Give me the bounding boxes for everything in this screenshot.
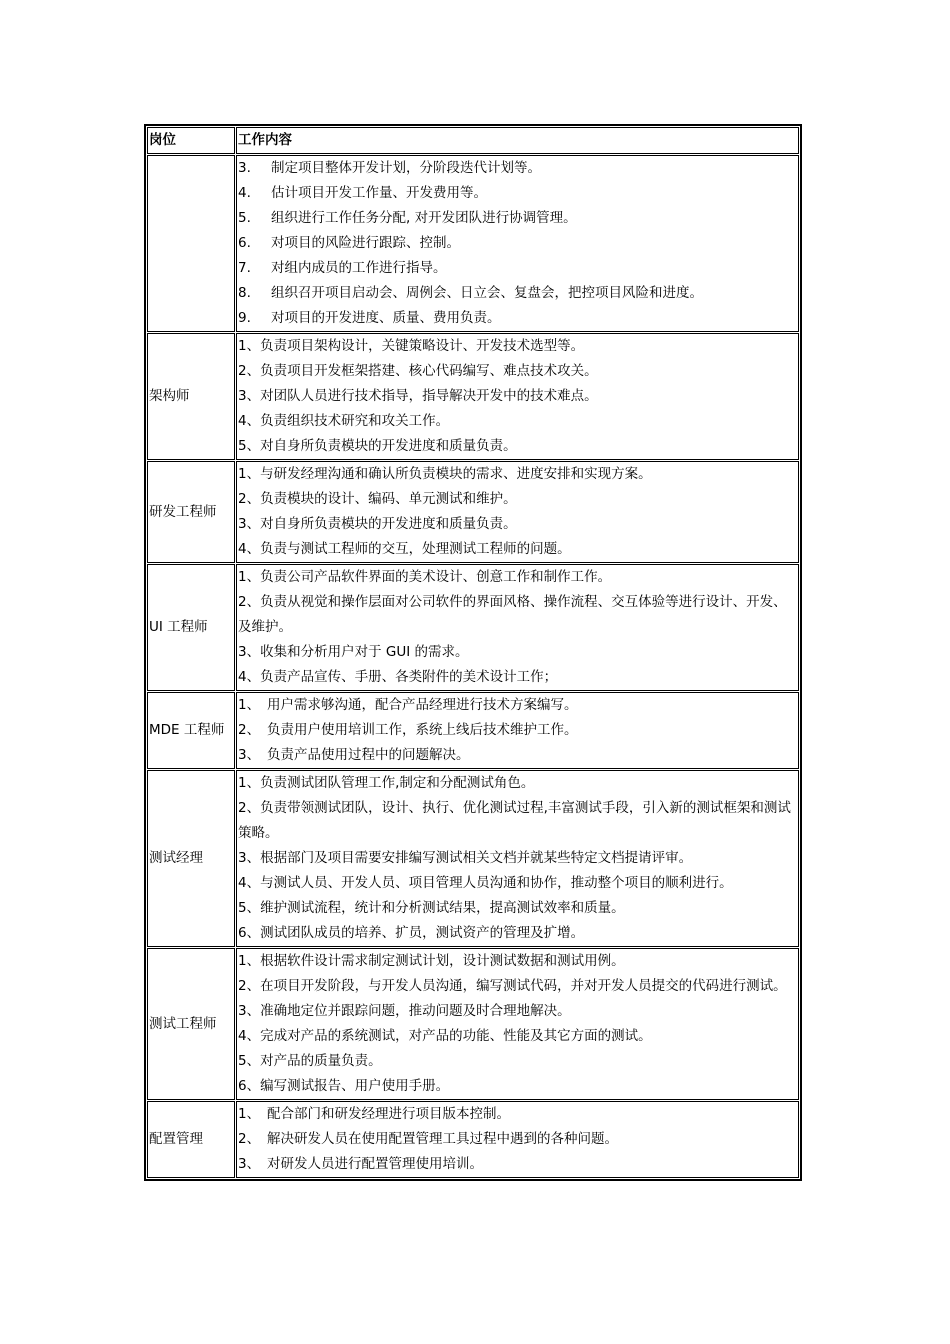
- item-text: 负责用户使用培训工作，系统上线后技术维护工作。: [267, 722, 578, 738]
- item-number: 3、: [238, 1156, 261, 1172]
- role-cell: UI 工程师: [147, 564, 235, 691]
- item-text: 组织进行工作任务分配, 对开发团队进行协调管理。: [271, 210, 577, 226]
- item-text: 对项目的开发进度、质量、费用负责。: [271, 310, 501, 326]
- header-role: 岗位: [147, 127, 235, 154]
- list-item: [238, 718, 798, 743]
- item-text: 5、维护测试流程，统计和分析测试结果，提高测试效率和质量。: [238, 900, 625, 916]
- item-number: 6.: [238, 235, 251, 251]
- content-cell: [236, 770, 799, 947]
- list-item: [238, 771, 798, 796]
- list-item: [238, 949, 798, 974]
- item-text: 3、准确地定位并跟踪问题，推动问题及时合理地解决。: [238, 1003, 571, 1019]
- list-item: [238, 871, 798, 896]
- responsibilities-table: [144, 124, 802, 1181]
- table-row: [147, 564, 799, 691]
- item-text: 3、根据部门及项目需要安排编写测试相关文档并就某些特定文档提请评审。: [238, 850, 693, 866]
- table-row: [147, 155, 799, 332]
- item-text: 4、负责组织技术研究和攻关工作。: [238, 413, 450, 429]
- item-number: 2、: [238, 1131, 261, 1147]
- item-text: 3、对团队人员进行技术指导，指导解决开发中的技术难点。: [238, 388, 598, 404]
- item-number: 4.: [238, 185, 251, 201]
- list-item: [238, 231, 798, 256]
- list-item: [238, 743, 798, 768]
- list-item: [238, 306, 798, 331]
- table-row: [147, 692, 799, 769]
- item-number: 5.: [238, 210, 251, 226]
- list-item: [238, 206, 798, 231]
- role-cell: 测试经理: [147, 770, 235, 947]
- item-text: 2、负责模块的设计、编码、单元测试和维护。: [238, 491, 517, 507]
- list-item: [238, 1152, 798, 1177]
- item-number: 3.: [238, 160, 251, 176]
- list-item: [238, 462, 798, 487]
- list-item: [238, 1127, 798, 1152]
- table-row: [147, 461, 799, 563]
- item-number: 3、: [238, 747, 261, 763]
- table-row: [147, 333, 799, 460]
- item-number: 1、: [238, 1106, 261, 1122]
- item-text: 4、与测试人员、开发人员、项目管理人员沟通和协作，推动整个项目的顺利进行。: [238, 875, 733, 891]
- list-item: [238, 1102, 798, 1127]
- list-item: [238, 796, 798, 846]
- item-text: 2、负责带领测试团队，设计、执行、优化测试过程,丰富测试手段，引入新的测试框架和测试策略。: [238, 800, 791, 841]
- item-number: 1、: [238, 697, 261, 713]
- list-item: [238, 1024, 798, 1049]
- list-item: [238, 846, 798, 871]
- item-text: 用户需求够沟通，配合产品经理进行技术方案编写。: [267, 697, 578, 713]
- item-text: 6、测试团队成员的培养、扩员，测试资产的管理及扩增。: [238, 925, 585, 941]
- list-item: [238, 537, 798, 562]
- list-item: [238, 281, 798, 306]
- item-number: 2、: [238, 722, 261, 738]
- item-text: 配合部门和研发经理进行项目版本控制。: [267, 1106, 510, 1122]
- item-text: 4、完成对产品的系统测试，对产品的功能、性能及其它方面的测试。: [238, 1028, 652, 1044]
- role-cell: 架构师: [147, 333, 235, 460]
- content-cell: [236, 692, 799, 769]
- list-item: [238, 384, 798, 409]
- list-item: [238, 487, 798, 512]
- item-text: 5、对产品的质量负责。: [238, 1053, 382, 1069]
- table-header-row: [147, 127, 799, 154]
- list-item: [238, 181, 798, 206]
- item-text: 制定项目整体开发计划，分阶段迭代计划等。: [271, 160, 541, 176]
- item-text: 组织召开项目启动会、周例会、日立会、复盘会，把控项目风险和进度。: [271, 285, 703, 301]
- list-item: [238, 693, 798, 718]
- item-text: 2、在项目开发阶段，与开发人员沟通，编写测试代码，并对开发人员提交的代码进行测试。: [238, 978, 787, 994]
- item-text: 对研发人员进行配置管理使用培训。: [267, 1156, 483, 1172]
- list-item: [238, 409, 798, 434]
- list-item: [238, 665, 798, 690]
- item-number: 9.: [238, 310, 251, 326]
- item-text: 1、负责测试团队管理工作,制定和分配测试角色。: [238, 775, 535, 791]
- list-item: [238, 896, 798, 921]
- item-text: 6、编写测试报告、用户使用手册。: [238, 1078, 450, 1094]
- content-cell: [236, 948, 799, 1100]
- content-cell: [236, 461, 799, 563]
- item-text: 1、负责项目架构设计，关键策略设计、开发技术选型等。: [238, 338, 585, 354]
- list-item: [238, 974, 798, 999]
- item-text: 2、负责项目开发框架搭建、核心代码编写、难点技术攻关。: [238, 363, 598, 379]
- table-row: [147, 948, 799, 1100]
- item-text: 对组内成员的工作进行指导。: [271, 260, 447, 276]
- list-item: [238, 1074, 798, 1099]
- item-text: 4、负责与测试工程师的交互，处理测试工程师的问题。: [238, 541, 571, 557]
- header-content: 工作内容: [236, 127, 799, 154]
- item-text: 3、收集和分析用户对于 GUI 的需求。: [238, 644, 469, 660]
- item-number: 7.: [238, 260, 251, 276]
- item-text: 对项目的风险进行跟踪、控制。: [271, 235, 460, 251]
- list-item: [238, 359, 798, 384]
- list-item: [238, 565, 798, 590]
- item-text: 估计项目开发工作量、开发费用等。: [271, 185, 487, 201]
- content-cell: [236, 1101, 799, 1178]
- role-cell: 测试工程师: [147, 948, 235, 1100]
- list-item: [238, 434, 798, 459]
- list-item: [238, 921, 798, 946]
- list-item: [238, 512, 798, 537]
- item-text: 1、根据软件设计需求制定测试计划，设计测试数据和测试用例。: [238, 953, 625, 969]
- item-text: 4、负责产品宣传、手册、各类附件的美术设计工作；: [238, 669, 558, 685]
- item-text: 解决研发人员在使用配置管理工具过程中遇到的各种问题。: [267, 1131, 618, 1147]
- item-text: 负责产品使用过程中的问题解决。: [267, 747, 470, 763]
- item-text: 5、对自身所负责模块的开发进度和质量负责。: [238, 438, 517, 454]
- role-cell: 研发工程师: [147, 461, 235, 563]
- item-text: 1、与研发经理沟通和确认所负责模块的需求、进度安排和实现方案。: [238, 466, 652, 482]
- item-number: 8.: [238, 285, 251, 301]
- content-cell: [236, 564, 799, 691]
- list-item: [238, 999, 798, 1024]
- item-text: 2、负责从视觉和操作层面对公司软件的界面风格、操作流程、交互体验等进行设计、开发、及维护。: [238, 594, 787, 635]
- list-item: [238, 1049, 798, 1074]
- item-text: 1、负责公司产品软件界面的美术设计、创意工作和制作工作。: [238, 569, 612, 585]
- item-text: 3、对自身所负责模块的开发进度和质量负责。: [238, 516, 517, 532]
- list-item: [238, 256, 798, 281]
- list-item: [238, 640, 798, 665]
- content-cell: [236, 333, 799, 460]
- table-row: [147, 1101, 799, 1178]
- list-item: [238, 334, 798, 359]
- role-cell: 配置管理: [147, 1101, 235, 1178]
- role-cell: MDE 工程师: [147, 692, 235, 769]
- content-cell: [236, 155, 799, 332]
- table-body: [147, 155, 799, 1178]
- list-item: [238, 156, 798, 181]
- list-item: [238, 590, 798, 640]
- table-row: [147, 770, 799, 947]
- role-cell: [147, 155, 235, 332]
